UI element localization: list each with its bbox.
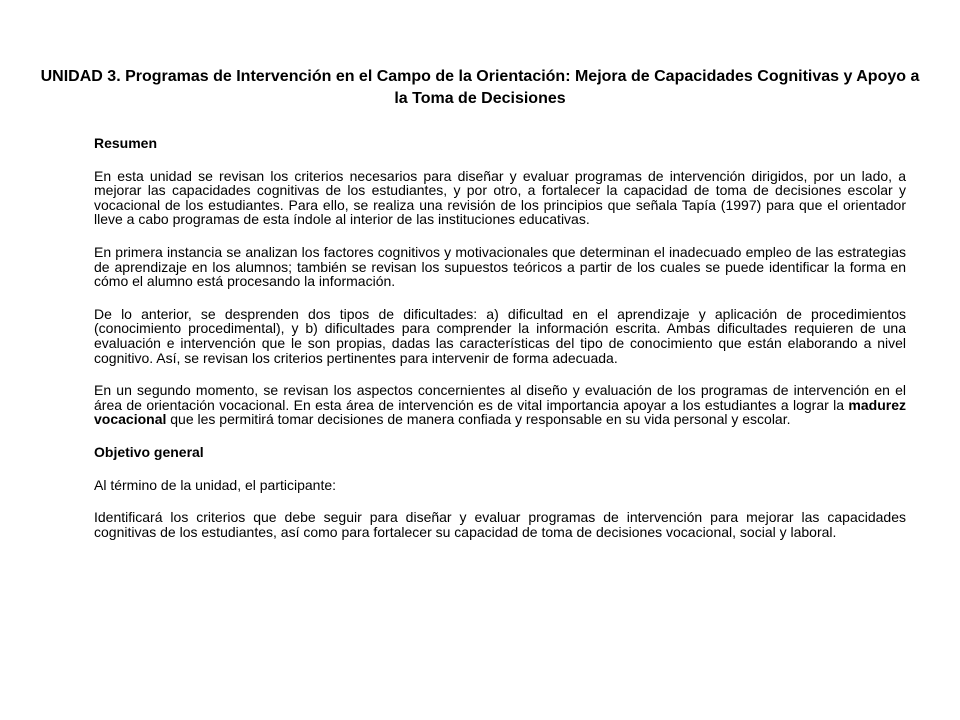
- summary-paragraph-3: De lo anterior, se desprenden dos tipos de dificultades: a) dificultad en el aprendizaje y aplicación de procedimientos (conocimiento procedimental), y b) dificultades para comprender la información escrita. Ambas dificultades requieren de una evaluación e intervención que le son propias, dadas las características del tipo de conocimiento que están elaborando a nivel cognitivo. Así, se revisan los criterios pertinentes para intervenir de forma adecuada.: [94, 305, 906, 366]
- summary-paragraph-4: [94, 383, 906, 427]
- summary-paragraph-1: En esta unidad se revisan los criterios necesarios para diseñar y evaluar programas de intervención dirigidos, por un lado, a mejorar las capacidades cognitivas de los estudiantes, y por otro, a fortalecer la capacidad de toma de decisiones escolar y vocacional de los estudiantes. Para ello, se realiza una revisión de los principios que señala Tapía (1997) para que el orientador lleve a cabo programas de esta índole al interior de las instituciones educativas.: [94, 167, 906, 228]
- objective-text: Identificará los criterios que debe seguir para diseñar y evaluar programas de intervención para mejorar las capacidades cognitivas de los estudiantes, así como para fortalecer su capacidad de toma de decisiones vocacional, social y laboral.: [94, 509, 906, 540]
- document-body: [94, 136, 906, 557]
- document-title: UNIDAD 3. Programas de Intervención en el Campo de la Orientación: Mejora de Capacidades Cognitivas y Apoyo a la Toma de Decisiones: [40, 68, 920, 107]
- objective-heading: Objetivo general: [94, 443, 204, 460]
- summary-heading: Resumen: [94, 135, 158, 151]
- paragraph-4-text-start: En un segundo momento, se revisan los aspectos concernientes al diseño y evaluación de los programas de intervención en el área de orientación vocacional. En esta área de intervención es de vital importancia apoyar a los estudiantes a lograr la: [94, 382, 906, 413]
- paragraph-4-text-end: que les permitirá tomar decisiones de manera confiada y responsable en su vida personal y escolar.: [166, 411, 791, 428]
- paragraph-4-bold-term: madurez vocacional: [94, 396, 906, 428]
- summary-paragraph-2: En primera instancia se analizan los factores cognitivos y motivacionales que determinan el inadecuado empleo de las estrategias de aprendizaje en los alumnos; también se revisan los supuestos teóricos a partir de los cuales se puede identificar la forma en cómo el alumno está procesando la información.: [94, 243, 906, 290]
- objective-intro: Al término de la unidad, el participante:: [94, 476, 337, 493]
